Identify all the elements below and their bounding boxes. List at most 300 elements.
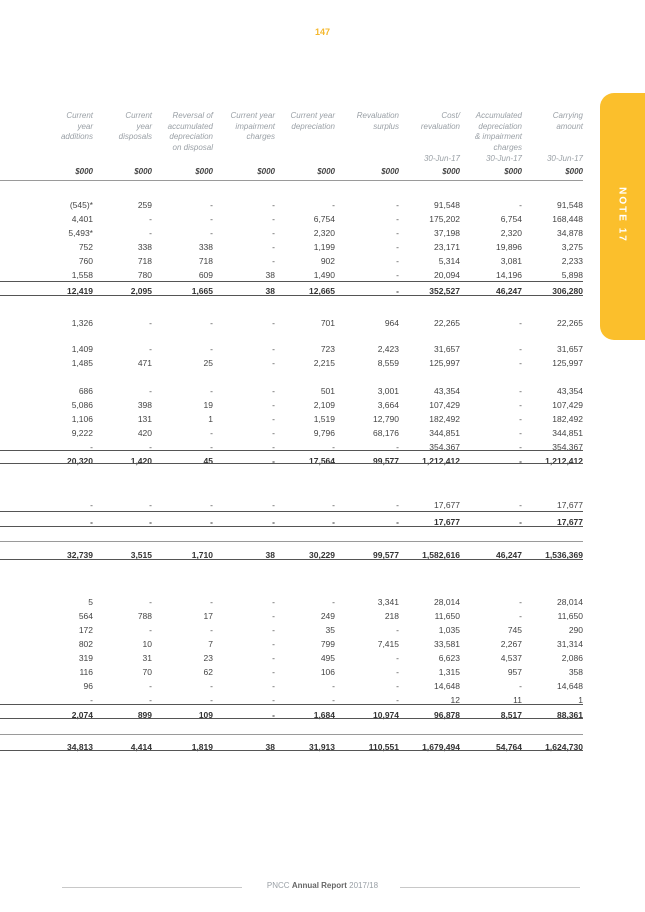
table-cell: - [396, 695, 399, 705]
table-cell: - [396, 625, 399, 635]
table-cell: - [519, 681, 522, 691]
table-cell: 718 [137, 256, 152, 266]
table-cell: - [210, 344, 213, 354]
table-cell: 1,582,616 [422, 550, 460, 560]
table-cell: 131 [137, 414, 152, 424]
table-cell: - [90, 500, 93, 510]
table-cell: - [396, 286, 399, 296]
table-cell: - [210, 442, 213, 452]
table-cell: 30,229 [309, 550, 335, 560]
unit-label: $000 [317, 167, 335, 176]
table-cell: 218 [384, 611, 399, 621]
table-cell: - [210, 517, 213, 527]
table-cell: 88,361 [557, 710, 583, 720]
table-cell: - [210, 318, 213, 328]
table-cell: - [210, 428, 213, 438]
table-cell: 38 [265, 550, 275, 560]
table-cell: 70 [142, 667, 152, 677]
column-header: Reversal of accumulated depreciation on disposal [167, 111, 213, 152]
table-cell: 2,215 [313, 358, 335, 368]
table-cell: 5,086 [71, 400, 93, 410]
table-cell: - [519, 200, 522, 210]
table-cell: - [396, 667, 399, 677]
table-cell: 110,551 [368, 742, 399, 752]
table-cell: - [272, 667, 275, 677]
table-cell: 22,265 [434, 318, 460, 328]
unit-label: $000 [442, 167, 460, 176]
table-cell: 957 [507, 667, 522, 677]
table-cell: - [519, 442, 522, 452]
table-cell: - [332, 681, 335, 691]
table-cell: 354,367 [552, 442, 583, 452]
table-cell: 1,035 [438, 625, 460, 635]
table-cell: - [210, 625, 213, 635]
table-cell: - [272, 200, 275, 210]
unit-label: $000 [195, 167, 213, 176]
column-header: Carrying amount [552, 111, 583, 131]
table-cell: 701 [320, 318, 335, 328]
table-rule [0, 526, 583, 527]
table-cell: 5,493* [68, 228, 93, 238]
table-rule [0, 463, 583, 464]
table-rule [0, 750, 583, 751]
table-cell: 1,212,412 [545, 456, 583, 466]
table-cell: (545)* [69, 200, 93, 210]
table-cell: - [272, 710, 275, 720]
table-cell: 802 [78, 639, 93, 649]
table-cell: 168,448 [552, 214, 583, 224]
table-cell: - [149, 517, 152, 527]
table-cell: - [149, 695, 152, 705]
table-cell: 38 [265, 286, 275, 296]
table-cell: - [272, 456, 275, 466]
table-cell: 501 [320, 386, 335, 396]
table-rule [0, 511, 583, 512]
table-cell: 107,429 [552, 400, 583, 410]
table-cell: 46,247 [496, 286, 522, 296]
table-cell: - [149, 597, 152, 607]
table-cell: - [396, 500, 399, 510]
column-header: Current year impairment charges [230, 111, 275, 141]
table-cell: - [149, 681, 152, 691]
table-cell: 46,247 [496, 550, 522, 560]
table-cell: 6,623 [438, 653, 460, 663]
table-cell: 2,423 [377, 344, 399, 354]
table-cell: - [272, 414, 275, 424]
unit-label: $000 [257, 167, 275, 176]
unit-label: $000 [565, 167, 583, 176]
table-cell: 38 [265, 270, 275, 280]
table-cell: 1,485 [71, 358, 93, 368]
table-cell: 99,577 [373, 456, 399, 466]
table-cell: 8,559 [377, 358, 399, 368]
page-number: 147 [314, 27, 331, 37]
table-cell: 17,564 [309, 456, 335, 466]
table-cell: 1,199 [313, 242, 335, 252]
table-cell: - [332, 695, 335, 705]
table-cell: - [272, 358, 275, 368]
table-cell: 760 [78, 256, 93, 266]
unit-label: $000 [381, 167, 399, 176]
table-cell: - [90, 442, 93, 452]
table-cell: - [149, 386, 152, 396]
table-cell: 338 [137, 242, 152, 252]
table-cell: 3,081 [500, 256, 522, 266]
table-cell: 17,677 [557, 517, 583, 527]
table-cell: 964 [384, 318, 399, 328]
unit-label: $000 [75, 167, 93, 176]
table-cell: 1,536,369 [545, 550, 583, 560]
table-cell: 495 [320, 653, 335, 663]
table-cell: 109 [198, 710, 213, 720]
table-cell: 17,677 [434, 500, 460, 510]
table-cell: - [396, 256, 399, 266]
table-cell: - [519, 358, 522, 368]
table-cell: 12,790 [373, 414, 399, 424]
table-cell: - [519, 318, 522, 328]
table-cell: - [272, 228, 275, 238]
table-cell: 31 [142, 653, 152, 663]
table-cell: 91,548 [434, 200, 460, 210]
table-cell: - [396, 200, 399, 210]
table-cell: - [272, 442, 275, 452]
table-cell: 745 [507, 625, 522, 635]
table-cell: 1,624,730 [545, 742, 583, 752]
footer-year: 2017/18 [349, 881, 379, 890]
table-rule [0, 281, 583, 282]
table-cell: 17 [203, 611, 213, 621]
footer-report: Annual Report [291, 881, 347, 890]
column-header: Current year depreciation [290, 111, 335, 131]
table-cell: - [519, 517, 522, 527]
table-cell: - [272, 344, 275, 354]
date-header: 30-Jun-17 [485, 154, 522, 163]
footer-org: PNCC [266, 881, 290, 890]
table-cell: - [272, 428, 275, 438]
table-cell: 1,212,412 [422, 456, 460, 466]
table-cell: 12,419 [67, 286, 93, 296]
table-cell: 902 [320, 256, 335, 266]
table-cell: 172 [78, 625, 93, 635]
table-cell: 10 [142, 639, 152, 649]
table-cell: 54,764 [496, 742, 522, 752]
table-cell: - [272, 695, 275, 705]
date-header: 30-Jun-17 [546, 154, 583, 163]
table-cell: - [272, 653, 275, 663]
table-cell: 106 [320, 667, 335, 677]
table-cell: 14,648 [434, 681, 460, 691]
table-cell: 1,106 [71, 414, 93, 424]
unit-label: $000 [504, 167, 522, 176]
table-cell: 31,657 [557, 344, 583, 354]
table-cell: 182,492 [429, 414, 460, 424]
table-cell: - [149, 228, 152, 238]
table-cell: 33,581 [434, 639, 460, 649]
table-cell: - [210, 200, 213, 210]
table-cell: 34,878 [557, 228, 583, 238]
table-cell: 8,517 [500, 710, 522, 720]
table-cell: 4,414 [130, 742, 152, 752]
table-cell: 45 [203, 456, 213, 466]
footer [0, 881, 645, 890]
table-cell: 788 [137, 611, 152, 621]
table-rule [0, 180, 583, 181]
table-cell: 290 [568, 625, 583, 635]
column-header: Current year additions [60, 111, 93, 141]
table-cell: 91,548 [557, 200, 583, 210]
table-rule [0, 295, 583, 296]
table-cell: 4,401 [71, 214, 93, 224]
table-cell: - [332, 442, 335, 452]
table-cell: 1,684 [313, 710, 335, 720]
table-rule [0, 450, 583, 451]
table-cell: 259 [137, 200, 152, 210]
table-cell: 1,519 [313, 414, 335, 424]
table-cell: 1,710 [191, 550, 213, 560]
table-cell: 780 [137, 270, 152, 280]
table-cell: 125,997 [552, 358, 583, 368]
table-cell: 609 [198, 270, 213, 280]
table-cell: - [332, 597, 335, 607]
table-cell: - [396, 442, 399, 452]
table-cell: 4,537 [500, 653, 522, 663]
table-cell: - [272, 625, 275, 635]
table-cell: 34,813 [67, 742, 93, 752]
table-cell: 23 [203, 653, 213, 663]
table-cell: 344,851 [429, 428, 460, 438]
unit-label: $000 [134, 167, 152, 176]
table-cell: 12 [450, 695, 460, 705]
table-cell: 68,176 [373, 428, 399, 438]
table-cell: - [519, 500, 522, 510]
column-header: Current year disposals [118, 111, 152, 141]
table-cell: 398 [137, 400, 152, 410]
table-cell: 306,280 [552, 286, 583, 296]
table-cell: 5 [88, 597, 93, 607]
table-cell: 1,409 [71, 344, 93, 354]
table-cell: 14,648 [557, 681, 583, 691]
table-cell: - [210, 386, 213, 396]
column-header: Cost/ revaluation [420, 111, 460, 131]
table-cell: 14,196 [496, 270, 522, 280]
table-cell: 1,679,494 [422, 742, 460, 752]
table-cell: - [272, 681, 275, 691]
table-cell: 22,265 [557, 318, 583, 328]
table-cell: - [272, 517, 275, 527]
table-cell: 2,320 [500, 228, 522, 238]
table-cell: 3,664 [377, 400, 399, 410]
table-cell: - [210, 500, 213, 510]
table-cell: 5,898 [561, 270, 583, 280]
table-cell: 1 [578, 695, 583, 705]
table-cell: 352,527 [429, 286, 460, 296]
table-cell: 799 [320, 639, 335, 649]
table-cell: 11,650 [434, 611, 460, 621]
table-cell: 319 [78, 653, 93, 663]
table-cell: - [210, 695, 213, 705]
table-cell: 19,896 [496, 242, 522, 252]
table-cell: 43,354 [557, 386, 583, 396]
table-cell: 2,095 [130, 286, 152, 296]
table-cell: - [149, 625, 152, 635]
table-cell: - [396, 681, 399, 691]
table-cell: 338 [198, 242, 213, 252]
table-cell: 25 [203, 358, 213, 368]
table-cell: 17,677 [434, 517, 460, 527]
table-cell: 5,314 [438, 256, 460, 266]
table-cell: 1 [208, 414, 213, 424]
table-cell: - [149, 344, 152, 354]
table-cell: 1,558 [71, 270, 93, 280]
table-cell: 6,754 [500, 214, 522, 224]
table-cell: 2,233 [561, 256, 583, 266]
table-cell: 686 [78, 386, 93, 396]
table-cell: 354,367 [429, 442, 460, 452]
table-cell: 1,315 [438, 667, 460, 677]
table-cell: 17,677 [557, 500, 583, 510]
table-cell: 96,878 [434, 710, 460, 720]
table-cell: 32,739 [67, 550, 93, 560]
table-cell: - [519, 597, 522, 607]
table-cell: 125,997 [429, 358, 460, 368]
date-header: 30-Jun-17 [423, 154, 460, 163]
table-cell: - [396, 270, 399, 280]
table-cell: 6,754 [313, 214, 335, 224]
table-cell: 38 [265, 742, 275, 752]
table-cell: - [272, 242, 275, 252]
table-cell: 99,577 [373, 550, 399, 560]
table-cell: 43,354 [434, 386, 460, 396]
table-cell: 752 [78, 242, 93, 252]
table-cell: - [149, 318, 152, 328]
column-header: Accumulated depreciation & impairment charges [474, 111, 522, 152]
table-cell: - [272, 400, 275, 410]
table-cell: - [210, 681, 213, 691]
table-cell: - [519, 611, 522, 621]
table-cell: - [149, 214, 152, 224]
table-cell: 358 [568, 667, 583, 677]
table-cell: 1,819 [191, 742, 213, 752]
table-cell: - [519, 344, 522, 354]
table-cell: 3,001 [377, 386, 399, 396]
table-cell: - [332, 517, 335, 527]
table-cell: - [272, 214, 275, 224]
table-cell: - [272, 318, 275, 328]
table-cell: 344,851 [552, 428, 583, 438]
table-cell: - [272, 639, 275, 649]
table-cell: - [519, 400, 522, 410]
table-cell: - [519, 456, 522, 466]
table-cell: - [149, 442, 152, 452]
table-cell: 718 [198, 256, 213, 266]
table-cell: 23,171 [434, 242, 460, 252]
table-cell: 35 [325, 625, 335, 635]
table-cell: - [210, 214, 213, 224]
table-cell: 31,657 [434, 344, 460, 354]
table-cell: 2,074 [71, 710, 93, 720]
note-side-tab-label: NOTE 17 [616, 187, 628, 243]
table-cell: - [332, 500, 335, 510]
table-cell: 899 [137, 710, 152, 720]
table-cell: 2,109 [313, 400, 335, 410]
table-cell: - [90, 695, 93, 705]
table-cell: - [519, 428, 522, 438]
table-cell: 96 [83, 681, 93, 691]
table-cell: 1,326 [71, 318, 93, 328]
table-cell: - [332, 200, 335, 210]
table-cell: 249 [320, 611, 335, 621]
table-cell: 420 [137, 428, 152, 438]
column-header: Revaluation surplus [356, 111, 399, 131]
table-cell: 2,320 [313, 228, 335, 238]
table-cell: - [396, 653, 399, 663]
table-cell: 11 [513, 695, 522, 705]
table-cell: - [519, 386, 522, 396]
table-cell: - [396, 517, 399, 527]
table-cell: - [210, 228, 213, 238]
table-cell: 2,086 [561, 653, 583, 663]
table-rule [0, 559, 583, 560]
table-cell: 37,198 [434, 228, 460, 238]
table-cell: 28,014 [557, 597, 583, 607]
table-cell: 3,515 [130, 550, 152, 560]
table-cell: 31,913 [309, 742, 335, 752]
table-rule [0, 734, 583, 735]
table-cell: 2,267 [500, 639, 522, 649]
table-cell: 175,202 [429, 214, 460, 224]
table-cell: - [90, 517, 93, 527]
table-cell: 9,796 [313, 428, 335, 438]
table-cell: 9,222 [71, 428, 93, 438]
table-cell: 3,275 [561, 242, 583, 252]
table-cell: 116 [79, 667, 93, 677]
table-cell: 564 [78, 611, 93, 621]
table-cell: - [272, 386, 275, 396]
table-cell: 20,320 [67, 456, 93, 466]
table-cell: 1,665 [191, 286, 213, 296]
table-cell: - [272, 256, 275, 266]
table-cell: - [396, 214, 399, 224]
table-cell: 20,094 [434, 270, 460, 280]
table-cell: - [396, 242, 399, 252]
table-cell: 11,650 [557, 611, 583, 621]
table-cell: 3,341 [377, 597, 399, 607]
table-cell: 1,490 [313, 270, 335, 280]
table-cell: 107,429 [429, 400, 460, 410]
table-cell: 7 [208, 639, 213, 649]
table-cell: - [210, 597, 213, 607]
table-cell: 723 [320, 344, 335, 354]
table-cell: - [149, 500, 152, 510]
table-cell: 10,974 [373, 710, 399, 720]
table-cell: 182,492 [552, 414, 583, 424]
table-rule [0, 718, 583, 719]
table-cell: 1,420 [130, 456, 152, 466]
table-cell: 19 [203, 400, 213, 410]
table-cell: - [396, 228, 399, 238]
table-rule [0, 541, 583, 542]
table-cell: - [272, 500, 275, 510]
table-cell: 7,415 [377, 639, 399, 649]
table-cell: 12,665 [309, 286, 335, 296]
table-cell: 28,014 [434, 597, 460, 607]
table-cell: 62 [203, 667, 213, 677]
table-cell: - [272, 611, 275, 621]
table-cell: 471 [137, 358, 152, 368]
table-cell: 31,314 [557, 639, 583, 649]
table-cell: - [519, 414, 522, 424]
table-rule [0, 704, 583, 705]
